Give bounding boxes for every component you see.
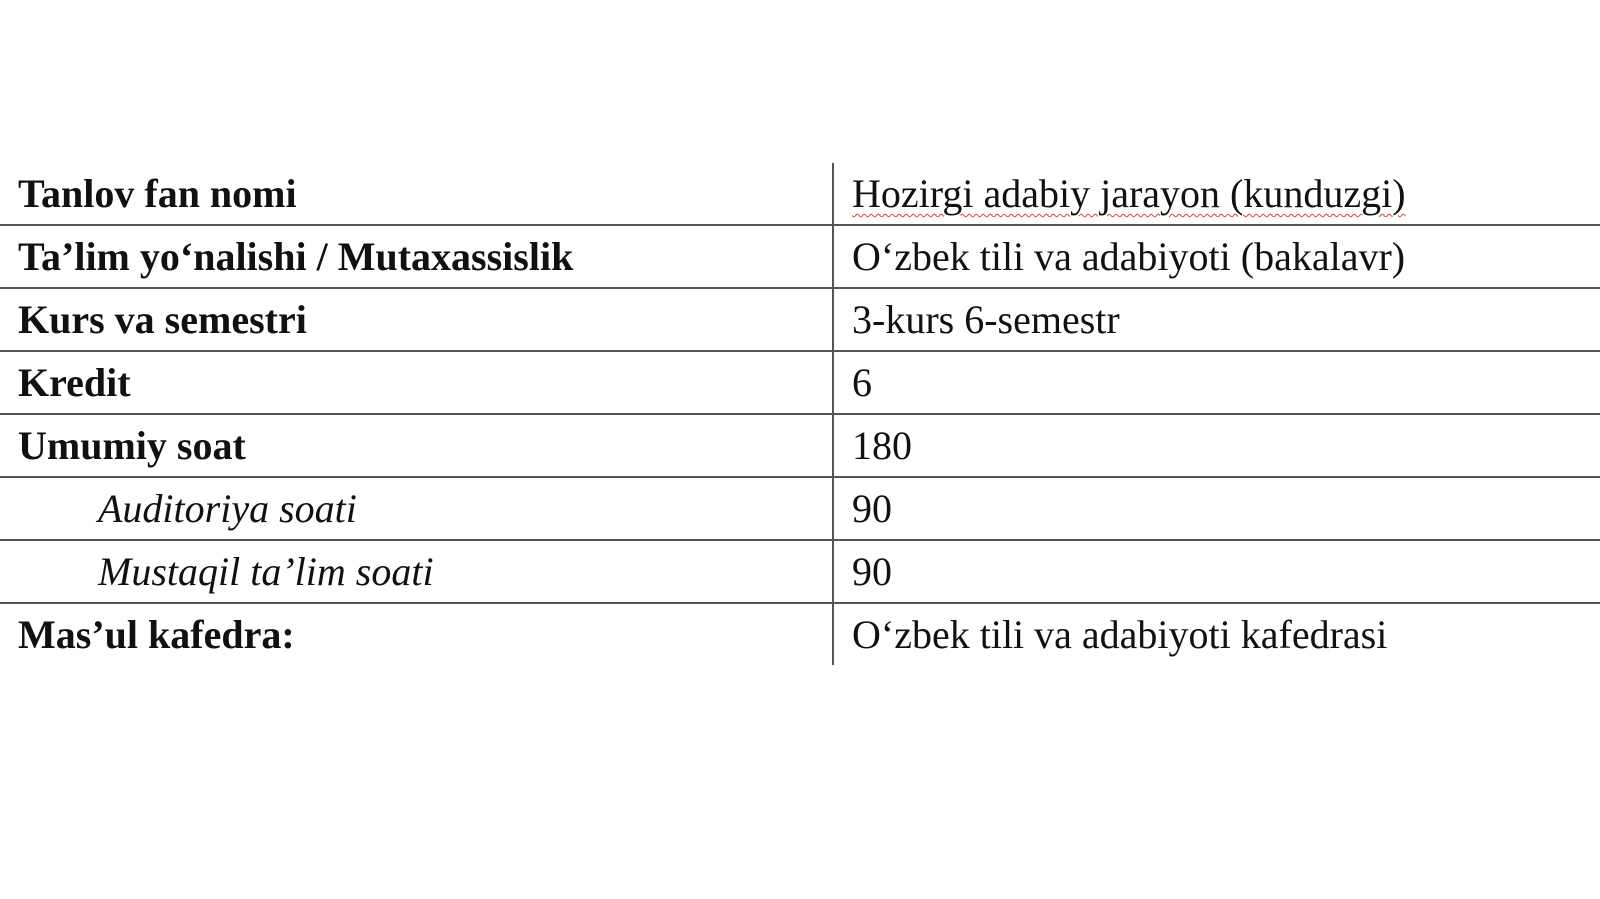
table-row bbox=[0, 540, 1600, 603]
row-label: Mas’ul kafedra: bbox=[0, 603, 833, 665]
row-label: Umumiy soat bbox=[0, 414, 833, 477]
row-value: 180 bbox=[833, 414, 1600, 477]
table-row bbox=[0, 288, 1600, 351]
table-row bbox=[0, 163, 1600, 225]
row-label: Kurs va semestri bbox=[0, 288, 833, 351]
table-row bbox=[0, 414, 1600, 477]
table-row bbox=[0, 603, 1600, 665]
row-value: 90 bbox=[833, 540, 1600, 603]
row-value: O‘zbek tili va adabiyoti kafedrasi bbox=[833, 603, 1600, 665]
row-label: Tanlov fan nomi bbox=[0, 163, 833, 225]
table-row bbox=[0, 225, 1600, 288]
course-info-table bbox=[0, 163, 1600, 665]
row-value: O‘zbek tili va adabiyoti (bakalavr) bbox=[833, 225, 1600, 288]
row-label: Mustaqil ta’lim soati bbox=[0, 540, 833, 603]
row-value bbox=[833, 163, 1600, 225]
row-label: Ta’lim yo‘nalishi / Mutaxassislik bbox=[0, 225, 833, 288]
row-label: Auditoriya soati bbox=[0, 477, 833, 540]
table-row bbox=[0, 351, 1600, 414]
row-value: 6 bbox=[833, 351, 1600, 414]
row-label: Kredit bbox=[0, 351, 833, 414]
course-name-text: Hozirgi adabiy jarayon (kunduzgi) bbox=[852, 171, 1406, 216]
table-row bbox=[0, 477, 1600, 540]
row-value: 90 bbox=[833, 477, 1600, 540]
row-value: 3-kurs 6-semestr bbox=[833, 288, 1600, 351]
